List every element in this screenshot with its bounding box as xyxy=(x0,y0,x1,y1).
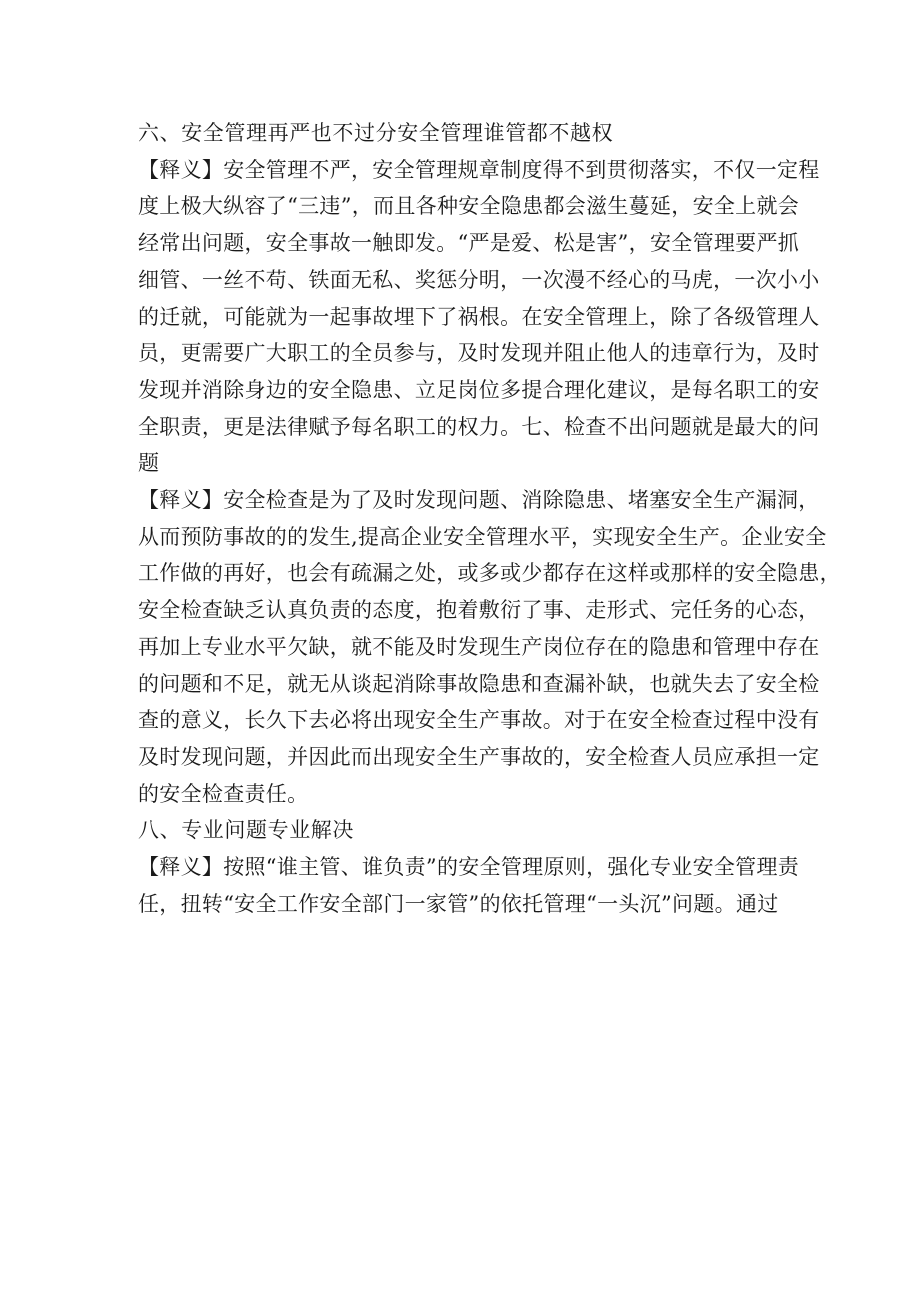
paragraph-line: 【释义】按照“谁主管、谁负责”的安全管理原则，强化专业安全管理责 xyxy=(138,855,800,880)
paragraph-line: 从而预防事故的的发生,提高企业安全管理水平，实现安全生产。企业安全 xyxy=(138,524,827,549)
paragraph-line: 度上极大纵容了“三违”，而且各种安全隐患都会滋生蔓延，安全上就会 xyxy=(138,194,800,219)
paragraph-line: 的迁就，可能就为一起事故埋下了祸根。在安全管理上，除了各级管理人 xyxy=(138,304,820,329)
section-heading-6: 六、安全管理再严也不过分安全管理谁管都不越权 xyxy=(138,121,614,145)
paragraph-line: 的问题和不足，就无从谈起消除事故隐患和查漏补缺，也就失去了安全检 xyxy=(138,671,820,696)
section-heading-8: 八、专业问题专业解决 xyxy=(138,818,354,843)
paragraph-line: 工作做的再好，也会有疏漏之处，或多或少都存在这样或那样的安全隐患， xyxy=(138,561,841,586)
paragraph-line: 及时发现问题，并因此而出现安全生产事故的，安全检查人员应承担一定 xyxy=(138,744,820,769)
paragraph-line: 任，扭转“安全工作安全部门一家管”的依托管理“一头沉”问题。通过 xyxy=(138,891,779,916)
paragraph-line: 全职责，更是法律赋予每名职工的权力。七、检查不出问题就是最大的问 xyxy=(138,414,820,439)
paragraph-line: 题 xyxy=(138,451,160,476)
document-body xyxy=(138,115,841,922)
paragraph-line: 安全检查缺乏认真负责的态度，抱着敷衍了事、走形式、完任务的心态， xyxy=(138,598,820,623)
paragraph-line: 发现并消除身边的安全隐患、立足岗位多提合理化建议，是每名职工的安 xyxy=(138,377,820,402)
paragraph-line: 再加上专业水平欠缺，就不能及时发现生产岗位存在的隐患和管理中存在 xyxy=(138,634,820,659)
paragraph-line: 查的意义，长久下去必将出现安全生产事故。对于在安全检查过程中没有 xyxy=(138,708,820,733)
paragraph-line: 细管、一丝不苟、铁面无私、奖惩分明，一次漫不经心的马虎，一次小小 xyxy=(138,267,820,292)
paragraph-line: 经常出问题，安全事故一触即发。“严是爱、松是害”，安全管理要严抓 xyxy=(138,231,800,256)
paragraph-line: 的安全检查责任。 xyxy=(138,781,309,806)
paragraph-line: 【释义】安全检查是为了及时发现问题、消除隐患、堵塞安全生产漏洞， xyxy=(138,488,820,513)
paragraph-line: 员，更需要广大职工的全员参与，及时发现并阻止他人的违章行为，及时 xyxy=(138,341,820,366)
paragraph-line: 【释义】安全管理不严，安全管理规章制度得不到贯彻落实，不仅一定程 xyxy=(138,157,820,182)
